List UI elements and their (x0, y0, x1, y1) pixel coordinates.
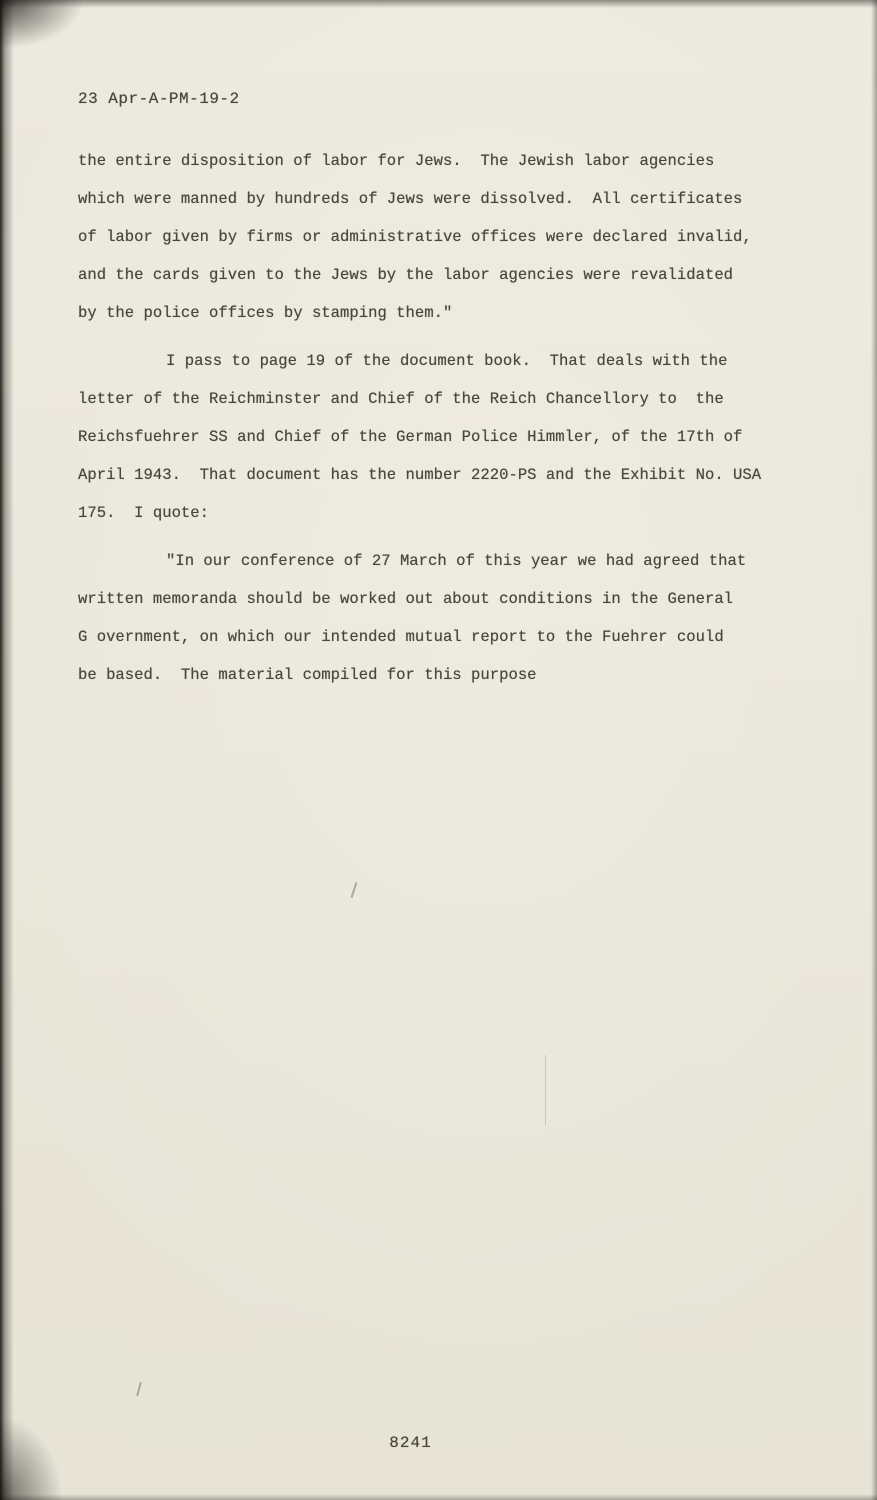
scan-artifact (136, 1382, 141, 1396)
page-number: 8241 (389, 1434, 432, 1452)
text-line: G overnment, on which our intended mutual report to the Fuehrer could (78, 628, 724, 646)
text-line: by the police offices by stamping them." (78, 304, 453, 322)
text-line: which were manned by hundreds of Jews were dissolved. All certificates (78, 190, 743, 208)
text-line: April 1943. That document has the number 2220-PS and the Exhibit No. USA (78, 466, 762, 484)
text-line: letter of the Reichminster and Chief of the Reich Chancellory to the (78, 390, 724, 408)
text-line: the entire disposition of labor for Jews. The Jewish labor agencies (78, 152, 715, 170)
document-content (0, 0, 877, 694)
text-line: 175. I quote: (78, 504, 210, 522)
paragraph (78, 142, 807, 332)
text-line: written memoranda should be worked out about conditions in the General (78, 590, 734, 608)
scan-artifact (351, 882, 357, 898)
scan-edge-bottom-shadow (0, 1494, 877, 1500)
paragraph (78, 342, 807, 532)
document-header-reference: 23 Apr-A-PM-19-2 (78, 90, 240, 108)
text-line: be based. The material compiled for this purpose (78, 666, 537, 684)
text-line: and the cards given to the Jews by the labor agencies were revalidated (78, 266, 734, 284)
text-line: "In our conference of 27 March of this year we had agreed that (166, 552, 747, 570)
text-line: of labor given by firms or administrative offices were declared invalid, (78, 228, 752, 246)
text-line: Reichsfuehrer SS and Chief of the German Police Himmler, of the 17th of (78, 428, 743, 446)
text-line: I pass to page 19 of the document book. That deals with the (166, 352, 728, 370)
paragraph (78, 542, 807, 694)
scan-artifact (545, 1055, 546, 1125)
